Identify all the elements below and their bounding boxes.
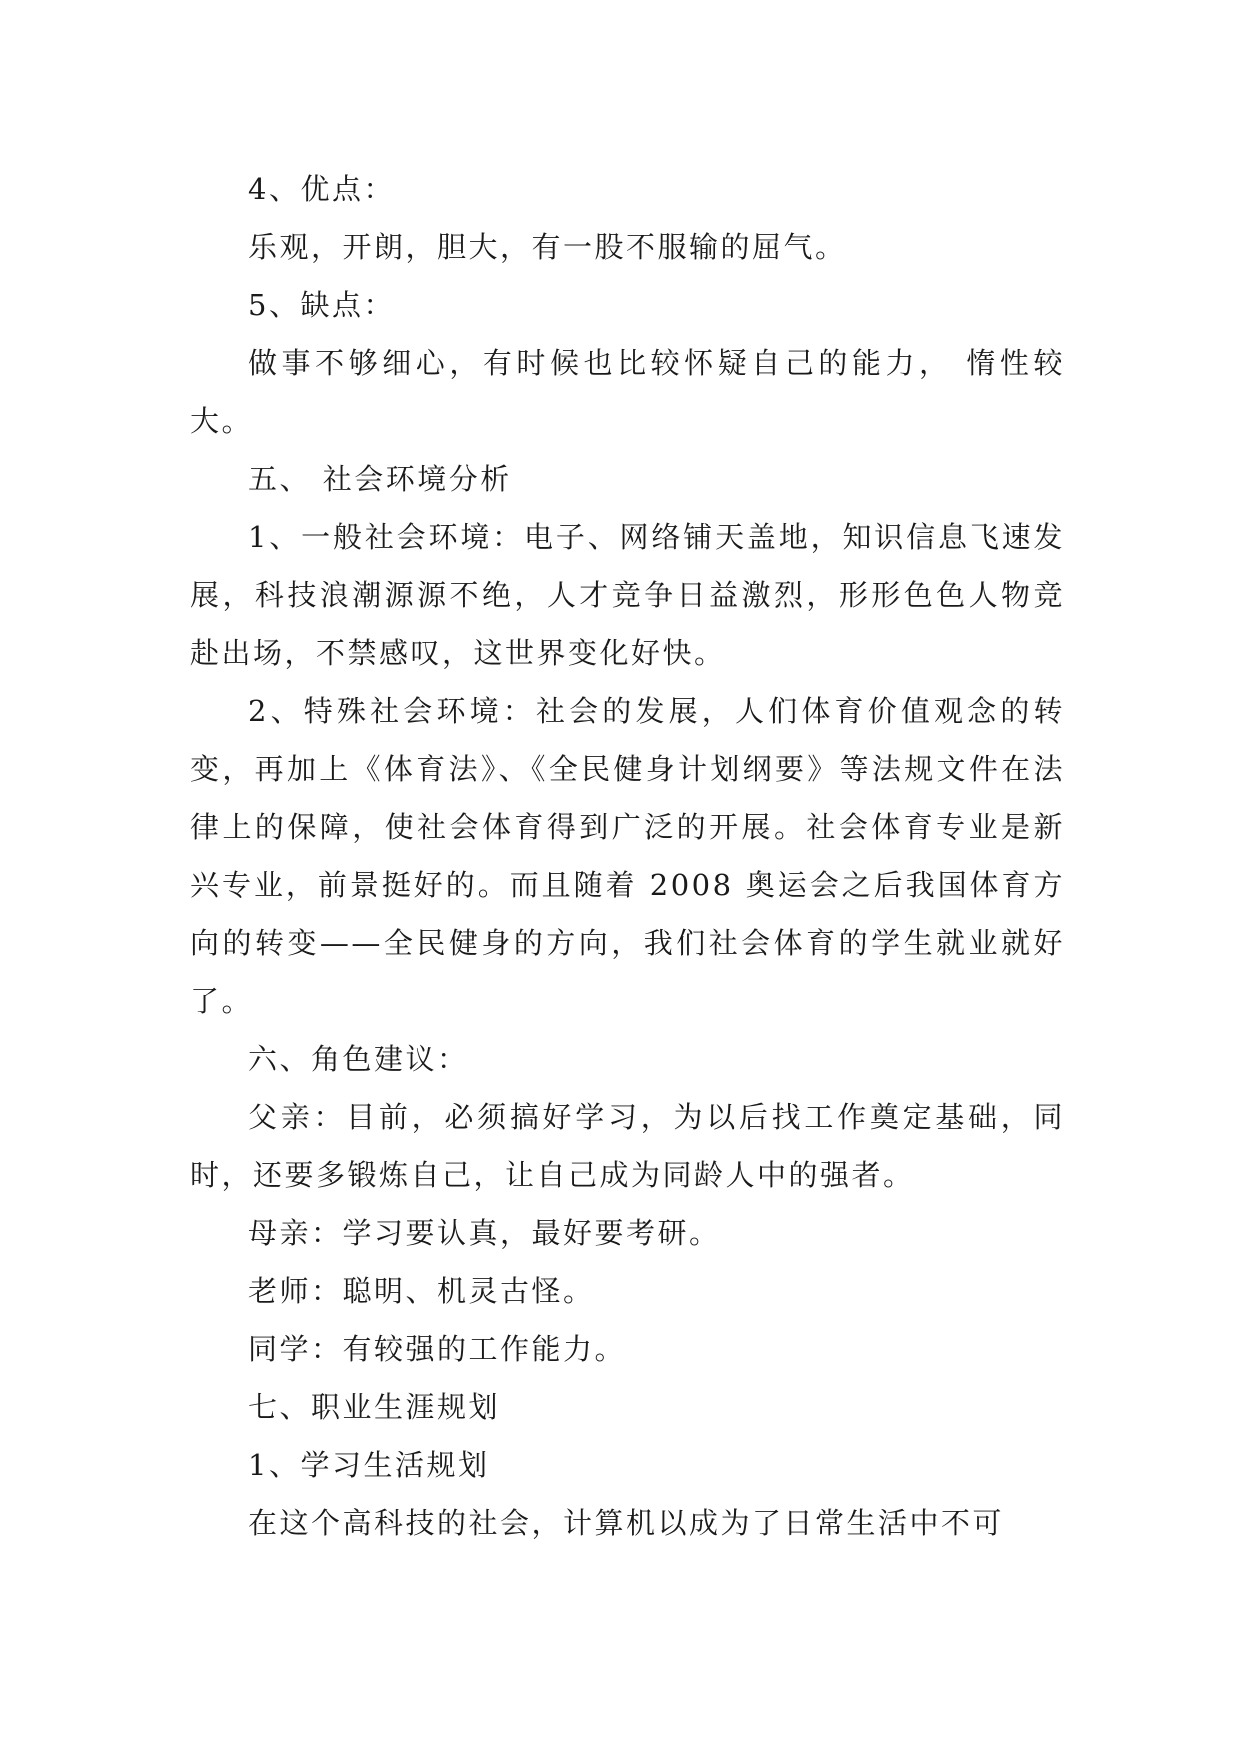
general-social-environment-text: 1、一般社会环境：电子、网络铺天盖地，知识信息飞速发展，科技浪潮源源不绝，人才竞争日益激烈，形形色色人物竞赴出场，不禁感叹，这世界变化好快。 [190,520,1065,670]
suggestion-teacher: 老师：聪明、机灵古怪。 [248,1274,595,1308]
heading-strengths: 4、优点： [248,172,395,206]
study-life-planning-text: 在这个高科技的社会，计算机以成为了日常生活中不可 [248,1506,1005,1540]
suggestion-mother: 母亲：学习要认真，最好要考研。 [248,1216,721,1250]
strengths-text: 乐观，开朗，胆大，有一股不服输的屈气。 [248,230,847,264]
suggestion-father: 父亲：目前，必须搞好学习，为以后找工作奠定基础，同时，还要多锻炼自己，让自己成为同龄人中的强者。 [190,1100,1065,1192]
weaknesses-text: 做事不够细心，有时候也比较怀疑自己的能力， 惰性较大。 [190,346,1065,438]
subheading-study-life-planning: 1、学习生活规划 [248,1448,490,1482]
section-heading-career-planning: 七、职业生涯规划 [248,1390,501,1424]
heading-weaknesses: 5、缺点： [248,288,395,322]
section-heading-role-suggestions: 六、角色建议： [248,1042,469,1076]
section-heading-social-environment: 五、 社会环境分析 [248,462,512,496]
document-body [190,160,1065,1552]
special-social-environment-text: 2、特殊社会环境：社会的发展，人们体育价值观念的转变，再加上《体育法》、《全民健身计划纲要》等法规文件在法律上的保障，使社会体育得到广泛的开展。社会体育专业是新兴专业，前景挺好的。而且随着 2008 奥运会之后我国体育方向的转变——全民健身的方向，我们社会体育的学生就业就好了。 [190,694,1065,1018]
suggestion-classmate: 同学：有较强的工作能力。 [248,1332,627,1366]
